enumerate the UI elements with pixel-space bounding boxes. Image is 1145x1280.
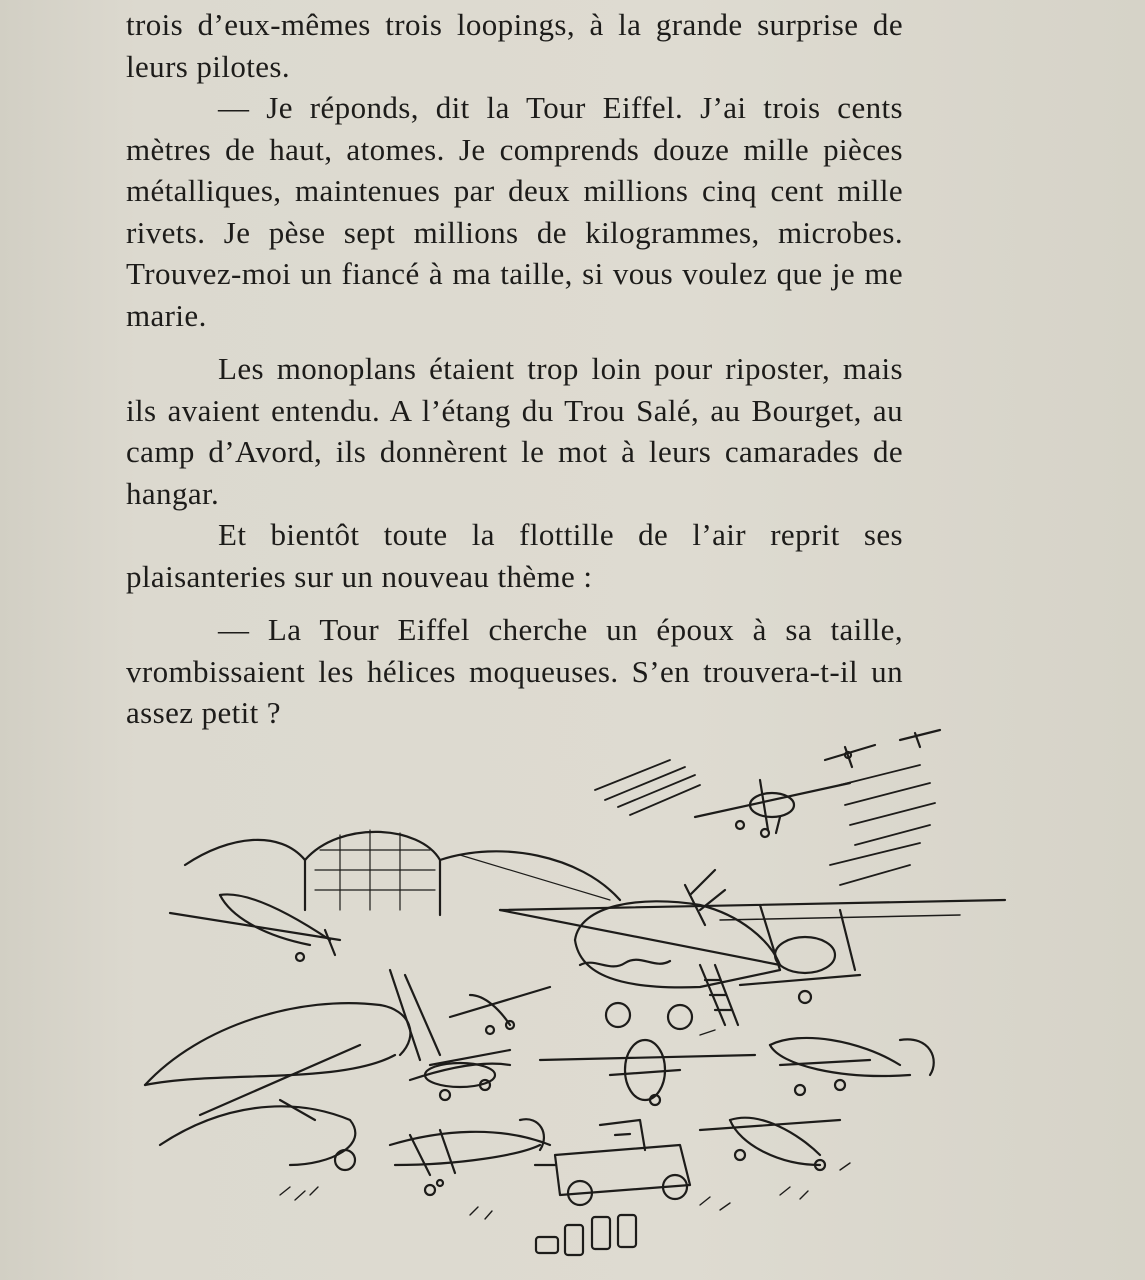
parked-plane-icon: [410, 1050, 510, 1100]
airfield-illustration: [140, 725, 1020, 1270]
hangar-icon: [185, 830, 620, 915]
large-plane-icon: [500, 870, 780, 1029]
truck-icon: [535, 1120, 690, 1205]
paragraph-4: Et bientôt toute la flottille de l’air reprit ses plaisanteries sur un nouveau thème :: [126, 517, 903, 594]
body-text: [126, 4, 903, 734]
paragraph-3: Les monoplans étaient trop loin pour riposter, mais ils avaient entendu. A l’étang du Trou Salé, au Bourget, au camp d’Avord, ils donnèrent le mot à leurs camarades de hangar.: [126, 351, 903, 511]
paragraph-2: — Je réponds, dit la Tour Eiffel. J’ai trois cents mètres de haut, atomes. Je comprends douze mille pièces métalliques, maintenues par deux millions cinq cent mille rivets. Je pèse sept millions de kilogrammes, microbes. Trouvez-moi un fiancé à ma taille, si vous voulez que je me marie.: [126, 90, 903, 333]
small-plane-icon: [900, 730, 940, 747]
barrel-icon: [536, 1215, 636, 1255]
parked-plane-icon: [770, 1038, 934, 1095]
parked-plane-icon: [450, 987, 550, 1034]
parked-plane-icon: [170, 894, 340, 961]
paragraph-1: trois d’eux-mêmes trois loopings, à la grande surprise de leurs pilotes.: [126, 7, 903, 84]
parked-plane-icon: [700, 1118, 840, 1170]
horizon-line: [500, 900, 1005, 910]
biplane-icon: [390, 1119, 550, 1195]
small-plane-icon: [825, 745, 875, 767]
parked-plane-icon: [540, 1040, 755, 1105]
paragraph-5: — La Tour Eiffel cherche un époux à sa taille, vrombissaient les hélices moqueuses. S’en trouvera-t-il un assez petit ?: [126, 612, 903, 730]
sky-hatching: [595, 760, 935, 885]
flying-plane-icon: [695, 780, 850, 837]
foreground-plane-icon: [145, 970, 440, 1170]
